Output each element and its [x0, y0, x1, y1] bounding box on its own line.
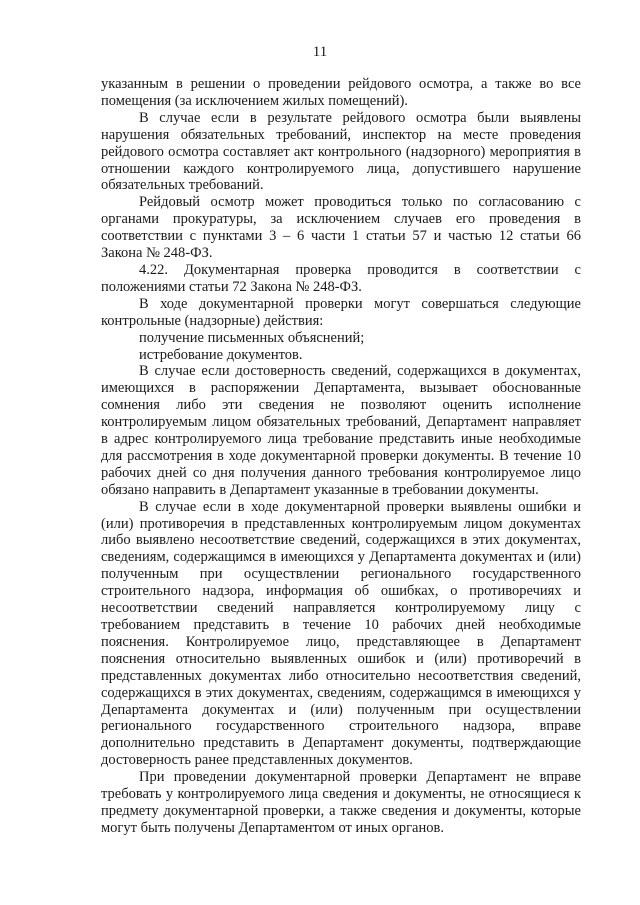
document-body [101, 76, 581, 837]
paragraph: указанным в решении о проведении рейдового осмотра, а также во все помещения (за исключением жилых помещений). [101, 76, 581, 109]
paragraph: В случае если достоверность сведений, содержащихся в документах, имеющихся в распоряжении Департамента, вызывает обоснованные сомнения либо эти сведения не позволяют оценить исполнение контролируемым лицом обязательных требований, Департамент направляет в адрес контролируемого лица требование представить иные необходимые для рассмотрения в ходе документарной проверки документы. В течение 10 рабочих дней со дня получения данного требования контролируемое лицо обязано направить в Департамент указанные в требовании документы. [101, 363, 581, 498]
paragraph: Рейдовый осмотр может проводиться только по согласованию с органами прокуратуры, за исключением случаев его проведения в соответствии с пунктами 3 – 6 части 1 статьи 57 и частью 12 статьи 66 Закона № 248-ФЗ. [101, 194, 581, 262]
paragraph: 4.22. Документарная проверка проводится в соответствии с положениями статьи 72 Закона № 248-ФЗ. [101, 261, 581, 295]
list-item: получение письменных объяснений; [139, 329, 365, 346]
page-number: 11 [312, 44, 328, 60]
list-item: истребование документов. [139, 346, 303, 363]
paragraph: При проведении документарной проверки Департамент не вправе требовать у контролируемого лица сведения и документы, не относящиеся к предмету документарной проверки, а также сведения и документы, которые могут быть получены Департаментом от иных органов. [101, 769, 581, 836]
paragraph: В случае если в результате рейдового осмотра были выявлены нарушения обязательных требований, инспектор на месте проведения рейдового осмотра составляет акт контрольного (надзорного) мероприятия в отношении каждого контролируемого лица, допустившего нарушение обязательных требований. [101, 109, 581, 194]
paragraph: В ходе документарной проверки могут совершаться следующие контрольные (надзорные) действия: [101, 295, 581, 329]
paragraph: В случае если в ходе документарной проверки выявлены ошибки и (или) противоречия в представленных контролируемым лицом документах либо выявлено несоответствие сведений, содержащихся в этих документах, сведениям, содержащимся в имеющихся у Департамента документах и (или) полученным при осуществлении регионального государственного строительного надзора, информация об ошибках, о противоречиях и несоответствии сведений направляется контролируемому лицу с требованием представить в течение 10 рабочих дней необходимые пояснения. Контролируемое лицо, представляющее в Департамент пояснения относительно выявленных ошибок и (или) противоречий в представленных документах либо относительно несоответствия сведений, содержащихся в этих документах, сведениям, содержащимся в имеющихся у Департамента документах и (или) полученным при осуществлении регионального государственного строительного надзора, вправе дополнительно представить в Департамент документы, подтверждающие достоверность ранее представленных документов. [101, 498, 581, 769]
